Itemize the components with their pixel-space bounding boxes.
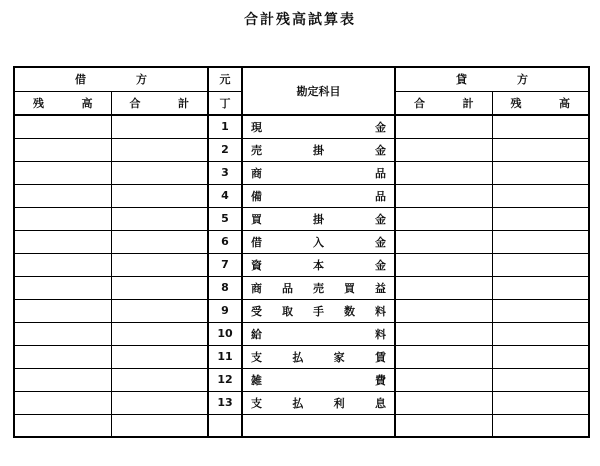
debit-balance-cell[interactable] [14,299,111,322]
account-char: 金 [375,258,386,272]
debit-balance-cell[interactable] [14,391,111,414]
account-char: 取 [282,304,293,318]
debit-header [14,67,208,91]
credit-balance-cell[interactable] [492,414,589,437]
ledger-number: 11 [208,345,242,368]
ledger-number: 12 [208,368,242,391]
credit-balance-cell[interactable] [492,345,589,368]
table-row [14,322,589,345]
document-title: 合計残高試算表 [244,12,356,28]
debit-total-cell[interactable] [111,138,208,161]
ledger-number: 7 [208,253,242,276]
credit-total-cell[interactable] [395,391,492,414]
account-name-chars [251,188,386,204]
account-char: 品 [375,189,386,203]
account-char: 益 [375,281,386,295]
account-name [242,161,395,184]
account-name-chars [251,280,386,296]
ledger-number: 13 [208,391,242,414]
credit-balance-cell[interactable] [492,391,589,414]
account-char: 買 [344,281,355,295]
account-char: 品 [282,281,293,295]
account-name [242,230,395,253]
account-char: 金 [375,120,386,134]
credit-total-cell[interactable] [395,138,492,161]
credit-balance-char-2: 高 [559,96,570,110]
debit-total-cell[interactable] [111,207,208,230]
table-row [14,161,589,184]
credit-total-cell[interactable] [395,345,492,368]
credit-balance-header [492,91,589,115]
table-row [14,299,589,322]
table-row [14,138,589,161]
credit-total-cell[interactable] [395,184,492,207]
ledger-number: 10 [208,322,242,345]
debit-balance-cell[interactable] [14,184,111,207]
account-name [242,391,395,414]
debit-total-cell[interactable] [111,322,208,345]
header-row-1 [14,67,589,91]
ledger-number: 3 [208,161,242,184]
account-header: 勘定科目 [242,67,395,115]
debit-total-cell[interactable] [111,276,208,299]
ledger-number: 9 [208,299,242,322]
account-name [242,322,395,345]
credit-header [395,67,589,91]
credit-total-cell[interactable] [395,230,492,253]
ledger-number: 2 [208,138,242,161]
credit-total-header [395,91,492,115]
ledger-header-bottom: 丁 [208,91,242,115]
credit-balance-cell[interactable] [492,230,589,253]
ledger-header-top: 元 [208,67,242,91]
credit-balance-cell[interactable] [492,115,589,138]
debit-total-cell[interactable] [111,391,208,414]
table-row [14,115,589,138]
ledger-number: 8 [208,276,242,299]
credit-balance-cell[interactable] [492,299,589,322]
account-name-chars [251,257,386,273]
account-name [242,276,395,299]
debit-header-char-2: 方 [136,73,147,87]
credit-total-cell[interactable] [395,276,492,299]
account-name [242,207,395,230]
debit-balance-cell[interactable] [14,207,111,230]
table-row [14,368,589,391]
account-char: 利 [333,396,345,410]
account-name [242,345,395,368]
debit-total-cell[interactable] [111,184,208,207]
credit-balance-cell[interactable] [492,207,589,230]
debit-total-cell[interactable] [111,368,208,391]
account-char: 金 [375,235,386,249]
debit-total-cell[interactable] [111,414,208,437]
account-char: 払 [292,350,304,364]
account-char: 本 [313,258,324,272]
debit-balance-cell[interactable] [14,276,111,299]
debit-balance-cell[interactable] [14,322,111,345]
credit-header-char-1: 貸 [456,73,467,87]
account-name [242,115,395,138]
credit-balance-cell[interactable] [492,368,589,391]
table-row [14,184,589,207]
account-name-chars [251,326,386,342]
account-name [242,368,395,391]
ledger-number: 1 [208,115,242,138]
account-char: 受 [251,304,262,318]
account-char: 賃 [374,350,386,364]
credit-total-cell[interactable] [395,115,492,138]
debit-total-header [111,91,208,115]
credit-header-char-2: 方 [517,73,528,87]
credit-total-cell[interactable] [395,299,492,322]
ledger-number: 4 [208,184,242,207]
debit-balance-cell[interactable] [14,253,111,276]
debit-balance-char-1: 残 [33,96,44,110]
account-name-chars [251,303,386,319]
ledger-number: 5 [208,207,242,230]
debit-balance-cell[interactable] [14,368,111,391]
debit-total-cell[interactable] [111,253,208,276]
account-char: 支 [251,350,262,364]
account-char: 給 [251,327,262,341]
debit-balance-cell[interactable] [14,138,111,161]
credit-balance-char-1: 残 [510,96,522,110]
account-name-chars [251,119,386,135]
account-name [242,299,395,322]
debit-balance-cell[interactable] [14,161,111,184]
debit-header-char-1: 借 [75,73,86,87]
account-char: 金 [375,212,386,226]
account-char: 金 [375,143,386,157]
account-char: 手 [313,304,324,318]
credit-total-cell[interactable] [395,368,492,391]
credit-total-cell[interactable] [395,207,492,230]
table-row [14,345,589,368]
account-char: 雑 [251,373,262,387]
table-row [14,207,589,230]
account-char: 家 [333,350,345,364]
account-name-chars [251,234,386,250]
debit-total-cell[interactable] [111,299,208,322]
account-char: 掛 [313,212,324,226]
credit-balance-cell[interactable] [492,184,589,207]
table-row [14,414,589,437]
credit-balance-cell[interactable] [492,276,589,299]
table-row [14,276,589,299]
credit-balance-cell[interactable] [492,138,589,161]
account-name [242,414,395,437]
credit-balance-cell[interactable] [492,161,589,184]
account-char: 現 [251,120,262,134]
account-char: 資 [251,258,262,272]
account-char: 売 [313,281,324,295]
account-char: 品 [375,166,386,180]
account-char: 入 [313,235,324,249]
account-char: 借 [251,235,262,249]
account-name [242,184,395,207]
debit-total-cell[interactable] [111,115,208,138]
account-char: 売 [251,143,262,157]
account-char: 料 [375,327,386,341]
account-name-chars [251,211,386,227]
account-name-chars [251,165,386,181]
account-char: 支 [251,396,262,410]
table-row [14,391,589,414]
debit-balance-cell[interactable] [14,345,111,368]
debit-balance-cell[interactable] [14,115,111,138]
credit-total-char-2: 計 [462,96,474,110]
account-char: 料 [375,304,386,318]
table-row [14,230,589,253]
credit-total-cell[interactable] [395,161,492,184]
account-name [242,138,395,161]
debit-balance-cell[interactable] [14,414,111,437]
account-name-chars [251,142,386,158]
ledger-number [208,414,242,437]
debit-balance-header [14,91,111,115]
credit-total-cell[interactable] [395,322,492,345]
account-name-chars [251,349,386,365]
credit-total-char-1: 合 [414,96,425,110]
account-char: 買 [251,212,262,226]
debit-total-char-2: 計 [178,96,189,110]
trial-balance-table [13,66,590,438]
account-char: 商 [251,281,262,295]
account-char: 息 [374,396,386,410]
account-char: 数 [344,304,355,318]
credit-balance-cell[interactable] [492,322,589,345]
table-row [14,253,589,276]
ledger-number: 6 [208,230,242,253]
credit-balance-cell[interactable] [492,253,589,276]
account-name-chars [251,395,386,411]
debit-balance-cell[interactable] [14,230,111,253]
account-char: 備 [251,189,262,203]
account-name-chars [251,372,386,388]
debit-balance-char-2: 高 [81,96,93,110]
credit-total-cell[interactable] [395,253,492,276]
debit-total-cell[interactable] [111,230,208,253]
account-name [242,253,395,276]
debit-total-cell[interactable] [111,345,208,368]
account-char: 掛 [313,143,324,157]
account-char: 払 [292,396,304,410]
debit-total-cell[interactable] [111,161,208,184]
account-char: 費 [375,373,386,387]
debit-total-char-1: 合 [129,96,141,110]
account-char: 商 [251,166,262,180]
credit-total-cell[interactable] [395,414,492,437]
